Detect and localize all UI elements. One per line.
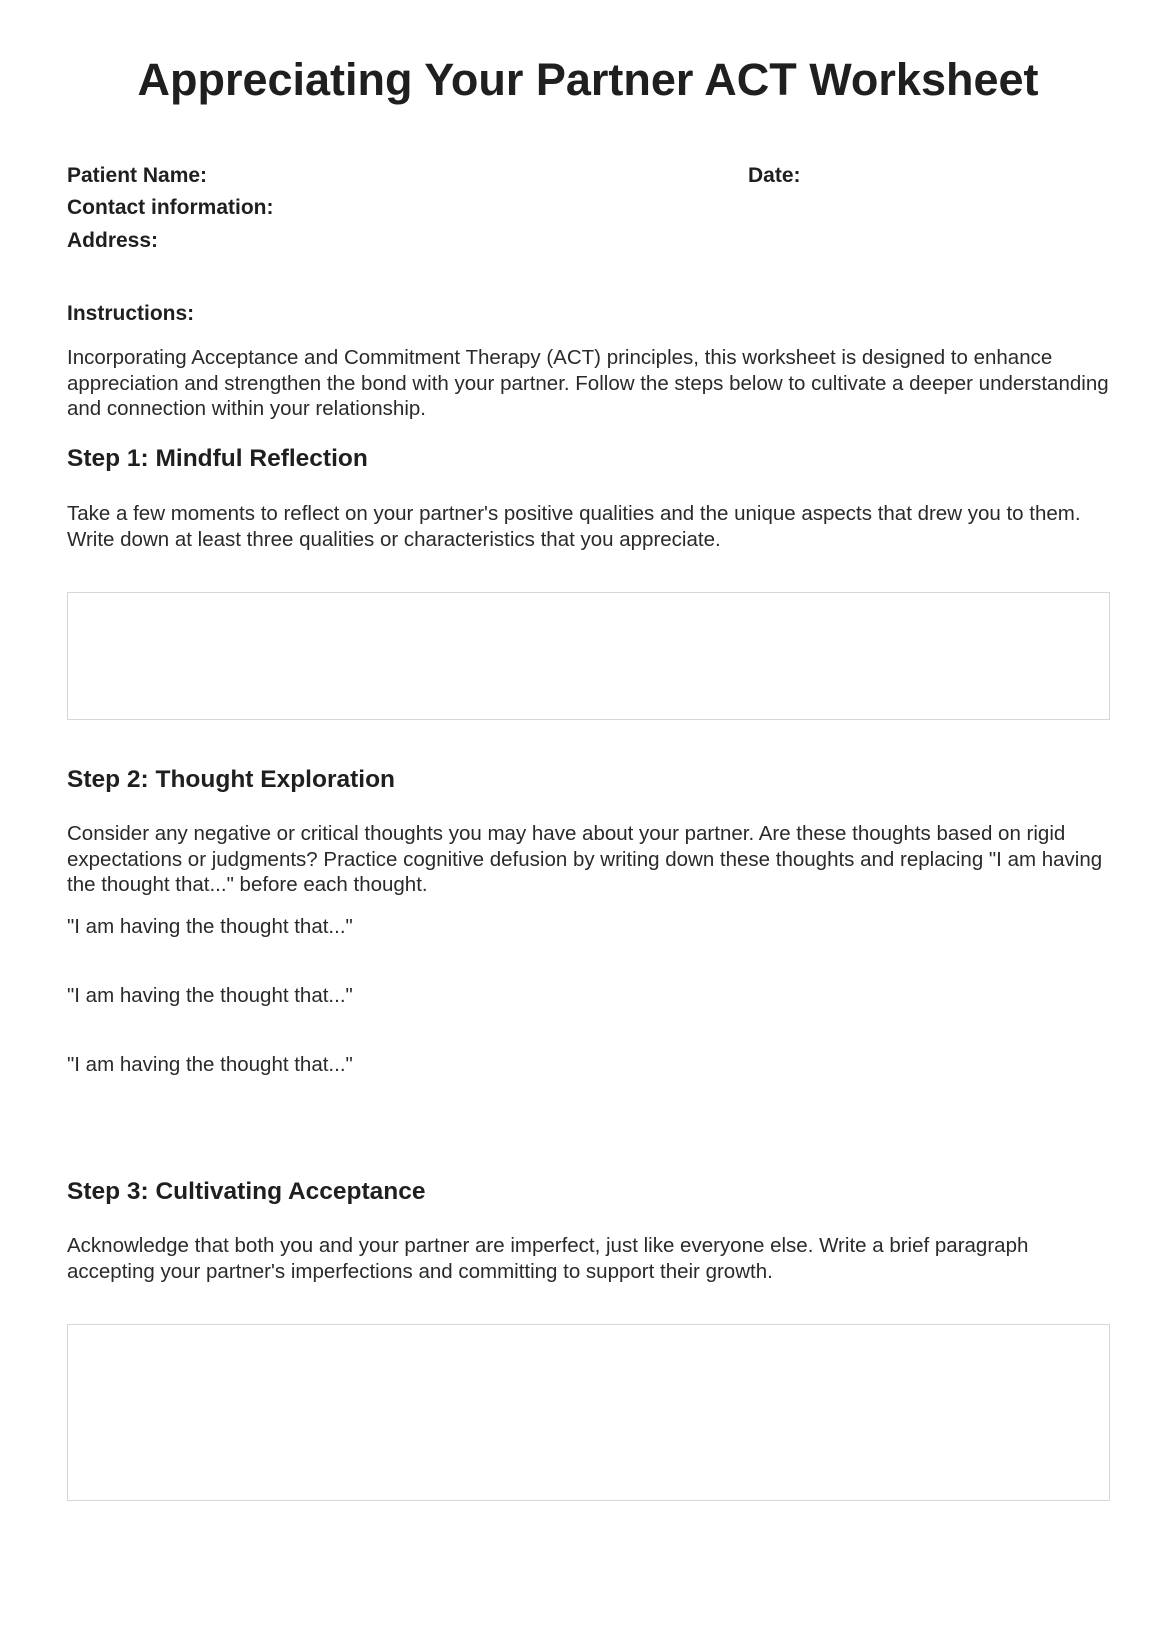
date-label: Date:: [748, 164, 801, 187]
step1-heading: Step 1: Mindful Reflection: [67, 445, 368, 472]
page-title: Appreciating Your Partner ACT Worksheet: [137, 54, 1039, 105]
step3-answer-box[interactable]: [67, 1324, 1110, 1501]
step3-text: Acknowledge that both you and your partner are imperfect, just like everyone else. Write a brief paragraph accepting your partner's imperfections and committing to support their growth.: [67, 1234, 1029, 1283]
patient-name-label: Patient Name:: [67, 164, 208, 187]
address-label: Address:: [67, 229, 159, 252]
instructions-label: Instructions:: [67, 302, 195, 325]
thought-prompt-3: "I am having the thought that...": [67, 1053, 353, 1076]
step2-text: Consider any negative or critical thoughts you may have about your partner. Are these thoughts based on rigid expectations or judgments? Practice cognitive defusion by writing down these thoughts and replacing "I am having the thought that..." before each thought.: [67, 822, 1103, 896]
step1-text: Take a few moments to reflect on your partner's positive qualities and the unique aspects that drew you to them. Write down at least three qualities or characteristics that you appreciate.: [67, 502, 1081, 551]
contact-information-label: Contact information:: [67, 196, 274, 219]
step2-heading: Step 2: Thought Exploration: [67, 766, 396, 793]
thought-prompt-1: "I am having the thought that...": [67, 915, 353, 938]
thought-prompt-2: "I am having the thought that...": [67, 984, 353, 1007]
step3-heading: Step 3: Cultivating Acceptance: [67, 1178, 426, 1205]
step1-answer-box[interactable]: [67, 592, 1110, 720]
instructions-text: Incorporating Acceptance and Commitment Therapy (ACT) principles, this worksheet is designed to enhance appreciation and strengthen the bond with your partner. Follow the steps below to cultivate a deeper understanding and connection within your relationship.: [67, 346, 1109, 420]
